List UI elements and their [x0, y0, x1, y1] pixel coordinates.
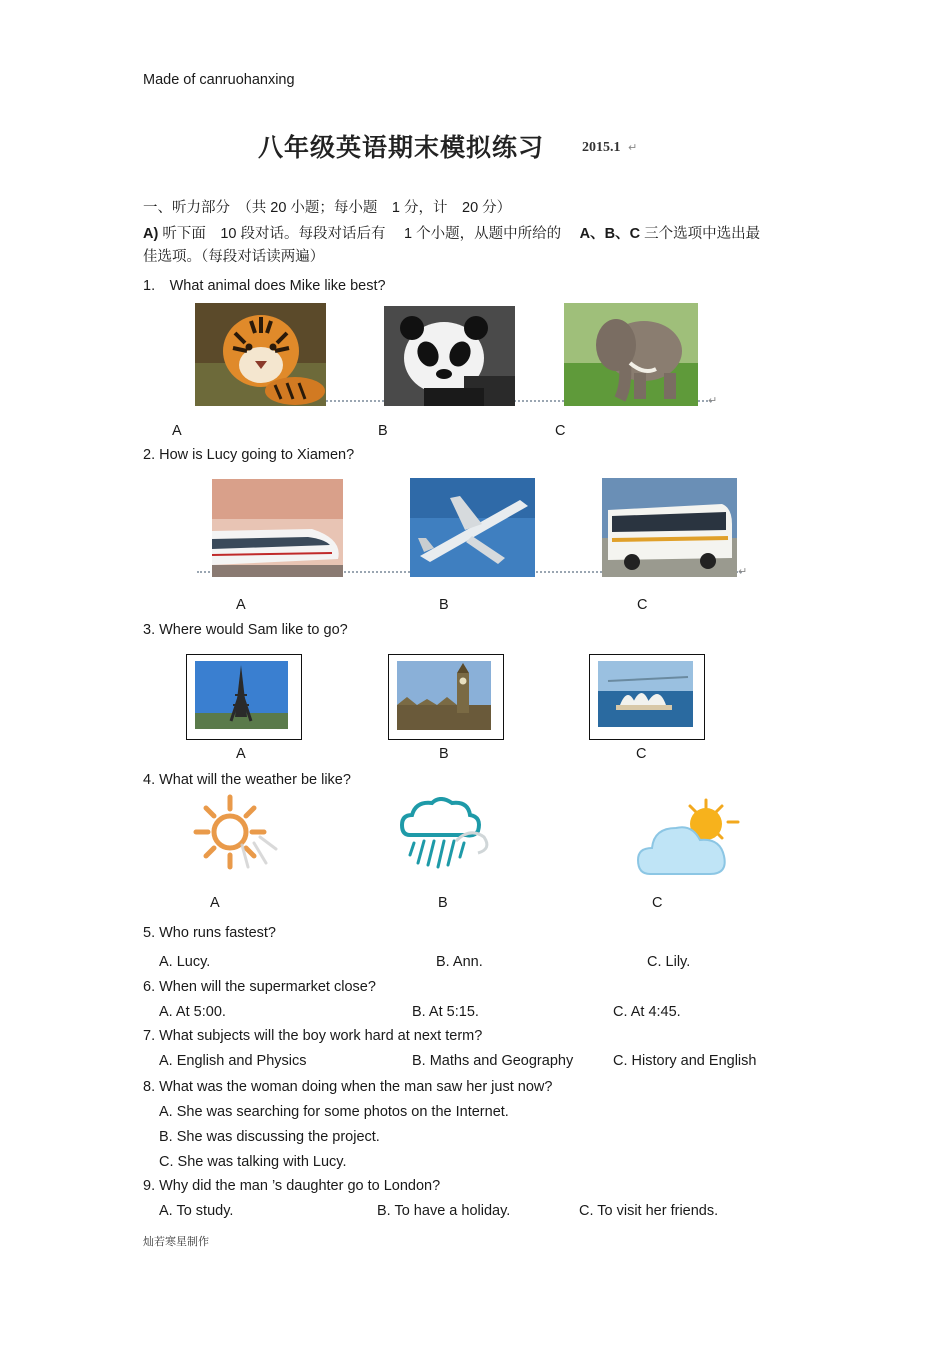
option-a: A. English and Physics: [159, 1053, 307, 1069]
option-label-b: B: [439, 597, 449, 613]
question-9: 9. Why did the man ’s daughter go to London?: [143, 1178, 441, 1194]
question-7: 7. What subjects will the boy work hard at next term?: [143, 1028, 483, 1044]
option-b: B. Maths and Geography: [412, 1053, 574, 1069]
elephant-photo: [564, 303, 698, 406]
instruction-a-text: 听下面 10 段对话。每段对话后有 1 个小题，从题中所给的: [162, 226, 576, 242]
option-a: A. At 5:00.: [159, 1004, 226, 1020]
option-label-c: C: [636, 746, 647, 762]
footer-text: 灿若寒星制作: [143, 1235, 209, 1248]
question-2: 2. How is Lucy going to Xiamen?: [143, 447, 355, 463]
option-b: B. She was discussing the project.: [159, 1129, 380, 1145]
sun-cloud-icon: [636, 798, 740, 880]
instruction-a: [143, 222, 760, 243]
option-c: C. At 4:45.: [613, 1004, 681, 1020]
instruction-a-line2: 佳选项。（每段对话读两遍）: [143, 249, 325, 265]
option-c: C. History and English: [613, 1053, 757, 1069]
option-b: B. To have a holiday.: [377, 1203, 511, 1219]
option-a: A. She was searching for some photos on the Internet.: [159, 1104, 509, 1120]
page-title: 八年级英语期末模拟练习: [258, 133, 545, 162]
option-label-b: B: [438, 895, 448, 911]
option-b: B. Ann.: [436, 954, 483, 970]
option-b: B. At 5:15.: [412, 1004, 479, 1020]
bus-photo: [602, 478, 737, 577]
question-8: 8. What was the woman doing when the man saw her just now?: [143, 1079, 553, 1095]
question-1: 1. What animal does Mike like best?: [143, 278, 386, 294]
sydney-opera-house-photo: [598, 661, 693, 727]
option-c: C. She was talking with Lucy.: [159, 1154, 347, 1170]
return-mark-icon: ↵: [738, 566, 748, 578]
option-label-a: A: [236, 597, 246, 613]
question-5: 5. Who runs fastest?: [143, 925, 276, 941]
panda-photo: [384, 306, 515, 406]
option-label-a: A: [236, 746, 246, 762]
instruction-a-label: A): [143, 226, 159, 242]
option-a: A. Lucy.: [159, 954, 211, 970]
question-4: 4. What will the weather be like?: [143, 772, 351, 788]
train-photo: [212, 479, 343, 577]
return-mark-icon: ↵: [708, 395, 718, 407]
option-a: A. To study.: [159, 1203, 234, 1219]
rain-cloud-icon: [398, 797, 492, 885]
eiffel-tower-photo: [195, 661, 288, 729]
option-label-a: A: [172, 423, 182, 439]
question-6: 6. When will the supermarket close?: [143, 979, 376, 995]
tiger-photo: [195, 303, 326, 406]
question-3: 3. Where would Sam like to go?: [143, 622, 348, 638]
return-mark-icon: ↵: [628, 142, 638, 154]
option-c: C. Lily.: [647, 954, 691, 970]
option-label-b: B: [378, 423, 388, 439]
header-text: Made of canruohanxing: [143, 72, 295, 88]
section-heading: 一、听力部分 （共 20 小题；每小题 1 分，计 20 分）: [143, 200, 512, 216]
plane-photo: [410, 478, 535, 577]
big-ben-photo: [397, 661, 491, 730]
instruction-a-tail: 三个选项中选出最: [644, 226, 761, 242]
option-c: C. To visit her friends.: [579, 1203, 719, 1219]
option-label-c: C: [555, 423, 566, 439]
sun-icon: [190, 793, 286, 885]
title-date: 2015.1: [582, 140, 621, 155]
instruction-a-options: A、B、C: [579, 226, 641, 242]
option-label-c: C: [637, 597, 648, 613]
option-label-a: A: [210, 895, 220, 911]
option-label-b: B: [439, 746, 449, 762]
option-label-c: C: [652, 895, 663, 911]
